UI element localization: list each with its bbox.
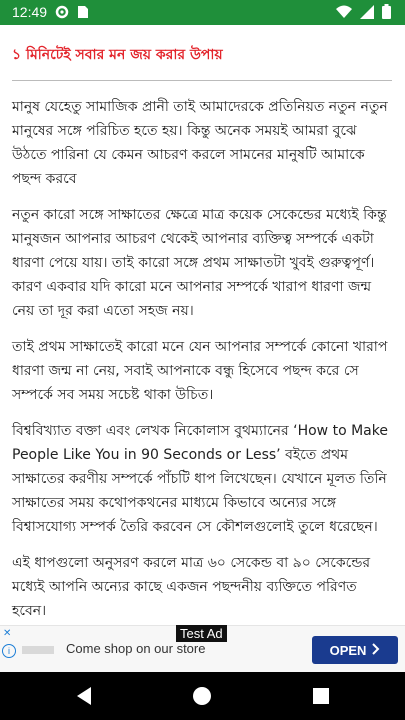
signal-icon bbox=[360, 4, 374, 23]
article-body bbox=[12, 95, 394, 625]
info-icon[interactable]: i bbox=[2, 644, 16, 658]
ad-text[interactable]: Come shop on our store bbox=[66, 641, 206, 656]
sim-card-icon bbox=[77, 4, 89, 23]
navigation-bar bbox=[0, 672, 405, 720]
title-divider bbox=[12, 80, 392, 81]
open-button-label: OPEN bbox=[329, 642, 367, 658]
article-paragraph: এই ধাপগুলো অনুসরণ করলে মাত্র ৬০ সেকেন্ড বা ৯০ সেকেন্ডের মধ্যেই আপনি অন্যের কাছে একজন পছন্দনীয় ব্যক্তিতে পরিণত হবেন। bbox=[12, 555, 371, 619]
recents-icon[interactable] bbox=[309, 684, 333, 708]
home-icon[interactable] bbox=[190, 684, 214, 708]
ad-banner[interactable] bbox=[0, 625, 405, 673]
chevron-right-icon bbox=[372, 643, 380, 658]
open-button[interactable] bbox=[312, 636, 398, 664]
article-paragraph: বিশ্ববিখ্যাত বক্তা এবং লেখক নিকোলাস বুথম্যানের ‘How to Make People Like You in 90 Seconds or Less’ বইতে প্রথম সাক্ষাতের করণীয় সম্পর্কে পাঁচটি ধাপ লিখেছেন। যেখানে মূলত তিনি সাক্ষাতের সময় কথোপকথনের মাধ্যমে কিভাবে অন্যের সঙ্গে বিশ্বাসযোগ্য সম্পর্ক তৈরি করবেন সে কৌশলগুলোই তুলে ধরেছেন। bbox=[12, 423, 388, 535]
gear-icon bbox=[55, 4, 69, 23]
article-content[interactable] bbox=[0, 25, 405, 625]
article-paragraph: মানুষ যেহেতু সামাজিক প্রানী তাই আমাদেরকে প্রতিনিয়ত নতুন নতুন মানুষের সঙ্গে পরিচিত হতে হয়। কিন্তু অনেক সময়ই আমরা বুঝে উঠতে পারিনা যে কেমন আচরণ করলে সামনের মানুষটি আমাকে পছন্দ করবে bbox=[12, 99, 388, 187]
article-title: ১ মিনিটেই সবার মন জয় করার উপায় bbox=[12, 47, 223, 63]
status-time: 12:49 bbox=[12, 4, 48, 20]
ad-logo bbox=[22, 646, 54, 654]
test-ad-badge: Test Ad bbox=[176, 625, 227, 642]
close-icon[interactable]: ✕ bbox=[3, 628, 12, 639]
battery-icon bbox=[382, 4, 391, 23]
article-paragraph: নতুন কারো সঙ্গে সাক্ষাতের ক্ষেত্রে মাত্র কয়েক সেকেন্ডের মধ্যেই কিন্তু মানুষজন আপনার আচরণ থেকেই আপনার ব্যক্তিত্ব সম্পর্কে একটা ধারণা পেয়ে যায়। তাই কারো সঙ্গে প্রথম সাক্ষাতটা খুবই গুরুত্বপূর্ণ। কারণ একবার যদি কারো মনে আপনার সম্পর্কে খারাপ ধারণা জন্ম নেয় তা দূর করা এতো সহজ নয়। bbox=[12, 207, 387, 319]
article-paragraph: তাই প্রথম সাক্ষাতেই কারো মনে যেন আপনার সম্পর্কে কোনো খারাপ ধারণা জন্ম না নেয়, সবাই আপনাকে বন্ধু হিসেবে পছন্দ করে সে সম্পর্কে সব সময় সচেষ্ট থাকা উচিত। bbox=[12, 339, 388, 403]
back-icon[interactable] bbox=[72, 684, 96, 708]
wifi-icon bbox=[336, 4, 352, 23]
status-bar bbox=[0, 0, 405, 25]
